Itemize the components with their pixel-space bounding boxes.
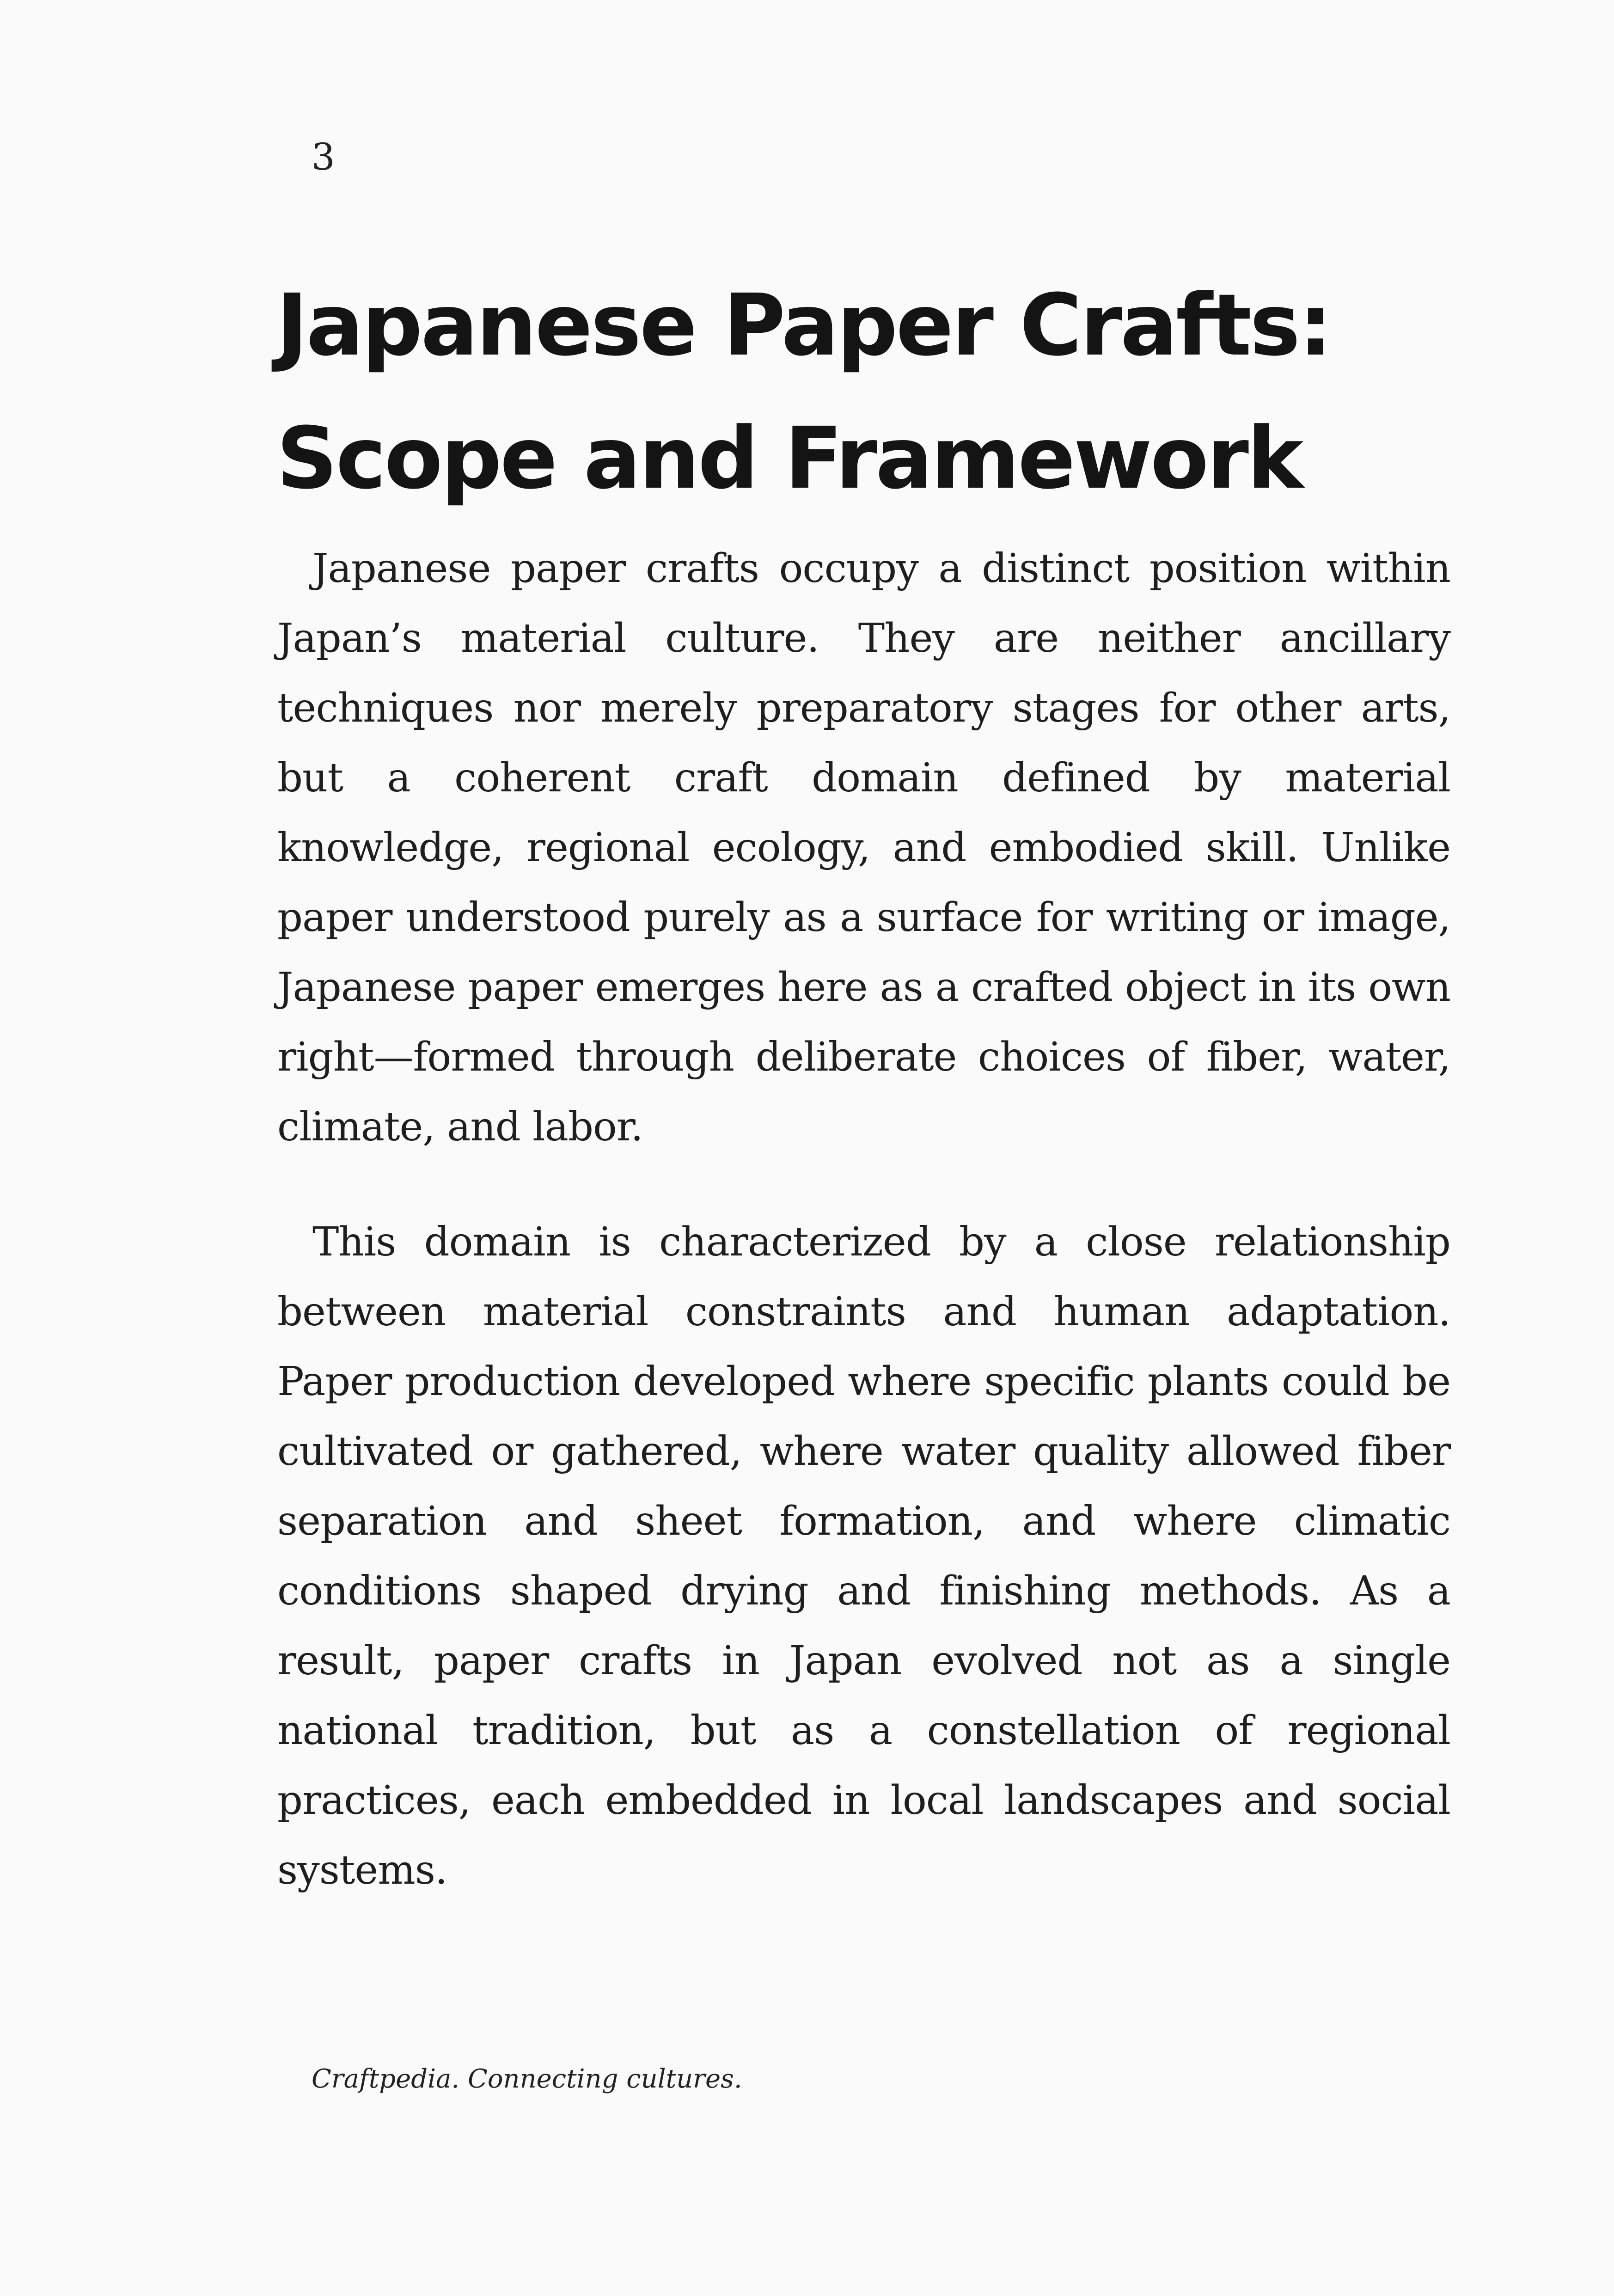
page-title <box>276 259 1339 525</box>
page-number: 3 <box>312 135 335 178</box>
body-paragraph-2: This domain is characterized by a close relationship between material constraints and human adaptation. Paper production developed where specific plants could be cultivated or gathered, where water quality allowed fiber separation and sheet formation, and where climatic conditions shaped drying and finishing methods. As a result, paper crafts in Japan evolved not as a single national tradition, but as a constellation of regional practices, each embedded in local landscapes and social systems. <box>277 1219 1450 1893</box>
page-title-line-1: Japanese Paper Crafts: <box>276 276 1331 375</box>
body-paragraph-1: Japanese paper crafts occupy a distinct position within Japan’s material culture. They are neither ancillary techniques nor merely preparatory stages for other arts, but a coherent craft domain defined by material knowledge, regional ecology, and embodied skill. Unlike paper understood purely as a surface for writing or image, Japanese paper emerges here as a crafted object in its own right—formed through deliberate choices of fiber, water, climate, and labor. <box>277 545 1450 1150</box>
page-title-line-2: Scope and Framework <box>276 409 1302 508</box>
footer-tagline: Craftpedia. Connecting cultures. <box>312 2064 742 2094</box>
